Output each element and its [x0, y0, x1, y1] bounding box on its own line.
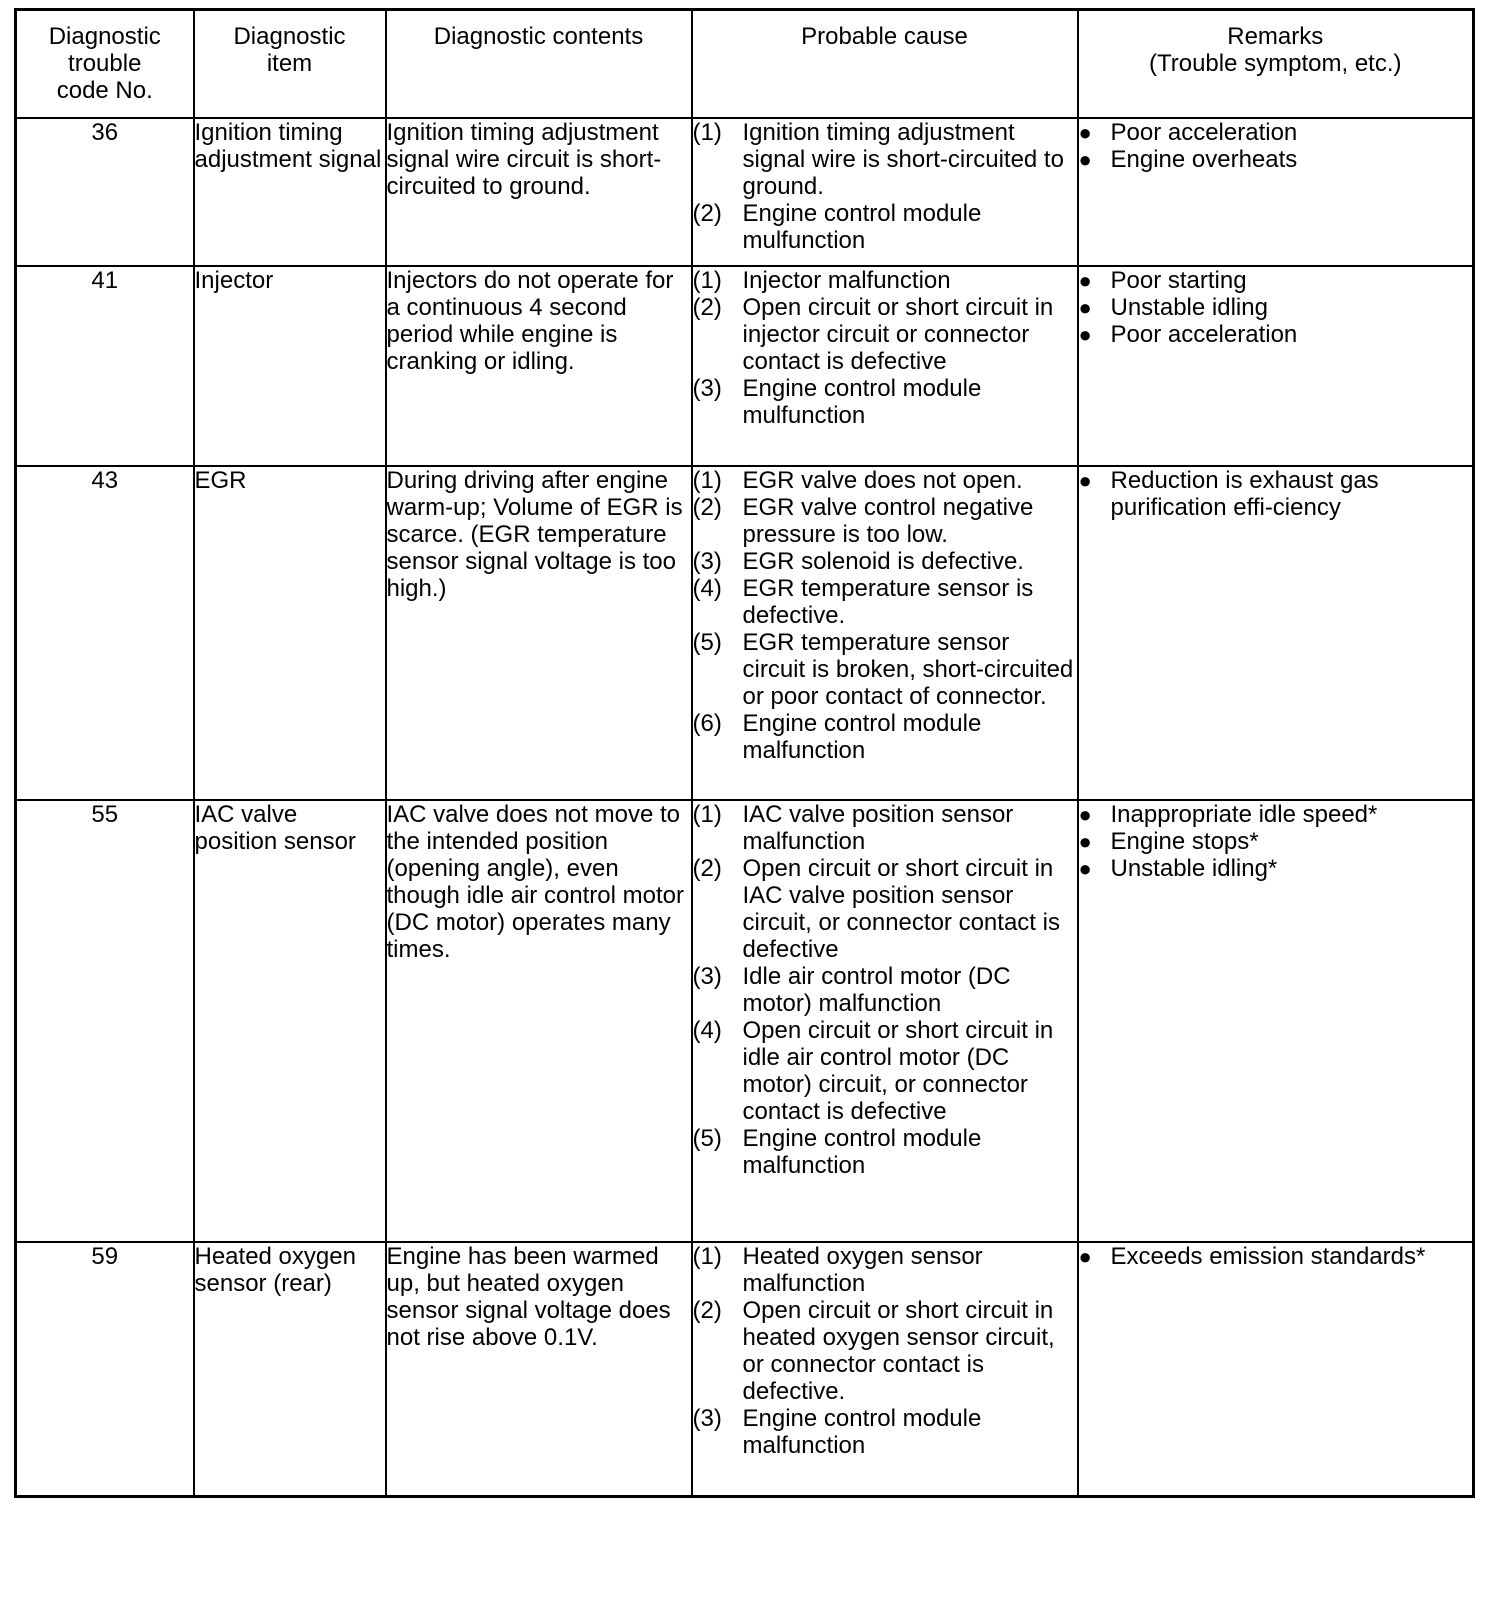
probable-cause	[692, 118, 1078, 266]
cause-entry: (2) Engine control module mulfunction	[692, 200, 982, 254]
cause-entry: (2) Open circuit or short circuit in heated oxygen sensor circuit, or connector contact is defective.	[692, 1297, 1055, 1405]
table-row	[16, 800, 1474, 1242]
cause-entry: (1) IAC valve position sensor malfunction	[692, 801, 1014, 855]
header-cause: Probable cause	[692, 10, 1078, 119]
cause-entry: (2) EGR valve control negative pressure is too low.	[692, 494, 1034, 548]
bullet-icon: ●	[1078, 295, 1092, 320]
remark-item: ● Inappropriate idle speed*	[1078, 801, 1378, 828]
bullet-icon: ●	[1078, 829, 1092, 854]
remark-item: ● Exceeds emission standards*	[1078, 1243, 1426, 1270]
cause-entry: (3) EGR solenoid is defective.	[692, 548, 1024, 575]
cause-entry: (6) Engine control module malfunction	[692, 710, 982, 764]
remark-item: ● Unstable idling	[1078, 294, 1268, 321]
remark-item: ● Engine stops*	[1078, 828, 1259, 855]
probable-cause	[692, 466, 1078, 800]
table-row	[16, 466, 1474, 800]
cause-entry: (5) EGR temperature sensor circuit is broken, short-circuited or poor contact of connector.	[692, 629, 1074, 710]
cause-entry: (2) Open circuit or short circuit in IAC valve position sensor circuit, or connector contact is defective	[692, 855, 1060, 963]
remark-item: ● Poor acceleration	[1078, 119, 1298, 146]
diagnostic-item: EGR	[194, 466, 386, 800]
header-contents: Diagnostic contents	[386, 10, 692, 119]
table-row	[16, 266, 1474, 466]
trouble-code: 59	[16, 1242, 194, 1497]
cause-entry: (1) Injector malfunction	[692, 267, 951, 294]
bullet-icon: ●	[1078, 120, 1092, 145]
header-remarks: Remarks (Trouble symptom, etc.)	[1078, 10, 1474, 119]
cause-entry: (1) Heated oxygen sensor malfunction	[692, 1243, 983, 1297]
cause-entry: (4) EGR temperature sensor is defective.	[692, 575, 1034, 629]
trouble-code: 36	[16, 118, 194, 266]
diagnostic-contents: Injectors do not operate for a continuous 4 second period while engine is cranking or idling.	[386, 266, 692, 466]
bullet-icon: ●	[1078, 468, 1092, 493]
cause-entry: (4) Open circuit or short circuit in idle air control motor (DC motor) circuit, or connector contact is defective	[692, 1017, 1054, 1125]
diagnostic-trouble-code-table	[14, 8, 1475, 1498]
cause-entry: (3) Idle air control motor (DC motor) malfunction	[692, 963, 1011, 1017]
remarks	[1078, 800, 1474, 1242]
bullet-icon: ●	[1078, 802, 1092, 827]
bullet-icon: ●	[1078, 856, 1092, 881]
probable-cause	[692, 1242, 1078, 1497]
diagnostic-contents: Ignition timing adjustment signal wire circuit is short-circuited to ground.	[386, 118, 692, 266]
bullet-icon: ●	[1078, 268, 1092, 293]
trouble-code: 43	[16, 466, 194, 800]
bullet-icon: ●	[1078, 322, 1092, 347]
bullet-icon: ●	[1078, 147, 1092, 172]
header-code: Diagnostic trouble code No.	[16, 10, 194, 119]
cause-entry: (3) Engine control module mulfunction	[692, 375, 982, 429]
cause-entry: (1) Ignition timing adjustment signal wire is short-circuited to ground.	[692, 119, 1064, 200]
trouble-code: 55	[16, 800, 194, 1242]
remarks	[1078, 466, 1474, 800]
header-item: Diagnostic item	[194, 10, 386, 119]
remarks	[1078, 1242, 1474, 1497]
probable-cause	[692, 800, 1078, 1242]
diagnostic-item: Heated oxygen sensor (rear)	[194, 1242, 386, 1497]
remarks	[1078, 118, 1474, 266]
remark-item: ● Poor acceleration	[1078, 321, 1298, 348]
diagnostic-contents: Engine has been warmed up, but heated oxygen sensor signal voltage does not rise above 0.1V.	[386, 1242, 692, 1497]
diagnostic-item: IAC valve position sensor	[194, 800, 386, 1242]
remarks	[1078, 266, 1474, 466]
probable-cause	[692, 266, 1078, 466]
diagnostic-item: Injector	[194, 266, 386, 466]
remark-item: ● Unstable idling*	[1078, 855, 1278, 882]
diagnostic-item: Ignition timing adjustment signal	[194, 118, 386, 266]
remark-item: ● Engine overheats	[1078, 146, 1298, 173]
diagnostic-contents: During driving after engine warm-up; Volume of EGR is scarce. (EGR temperature sensor signal voltage is too high.)	[386, 466, 692, 800]
cause-entry: (5) Engine control module malfunction	[692, 1125, 982, 1179]
remark-item: ● Poor starting	[1078, 267, 1247, 294]
remark-item: ● Reduction is exhaust gas purification effi-ciency	[1078, 467, 1379, 521]
table-row	[16, 1242, 1474, 1497]
bullet-icon: ●	[1078, 1244, 1092, 1269]
trouble-code: 41	[16, 266, 194, 466]
cause-entry: (1) EGR valve does not open.	[692, 467, 1023, 494]
cause-entry: (3) Engine control module malfunction	[692, 1405, 982, 1459]
cause-entry: (2) Open circuit or short circuit in injector circuit or connector contact is defective	[692, 294, 1054, 375]
table-row	[16, 118, 1474, 266]
diagnostic-contents: IAC valve does not move to the intended position (opening angle), even though idle air control motor (DC motor) operates many times.	[386, 800, 692, 1242]
header-row	[16, 10, 1474, 119]
